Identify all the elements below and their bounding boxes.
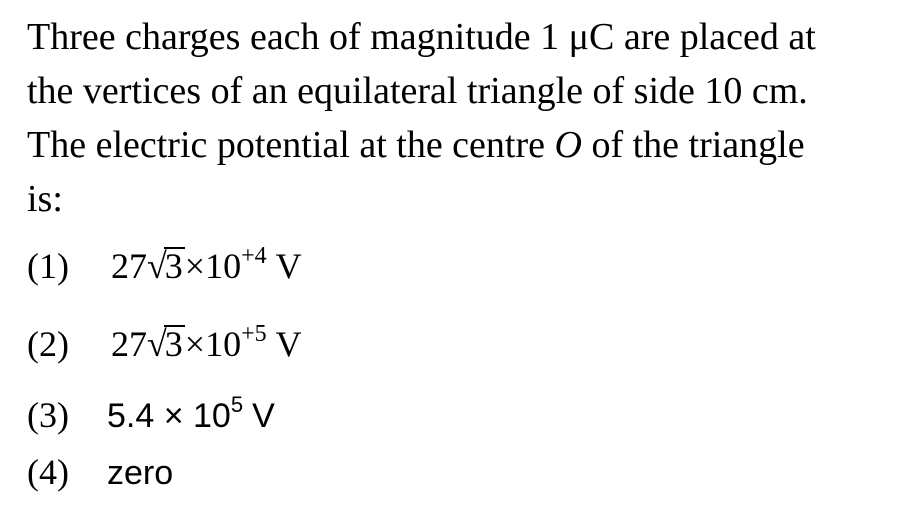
option-3[interactable] bbox=[27, 392, 275, 436]
option-1-unit: V bbox=[275, 246, 302, 286]
option-1-radicand: 3 bbox=[164, 246, 183, 286]
option-2-coefficient: 27 bbox=[111, 324, 147, 364]
option-3-unit: V bbox=[252, 397, 275, 435]
option-2-unit: V bbox=[275, 324, 302, 364]
option-1-times: ×10 bbox=[184, 246, 242, 286]
option-3-exponent: 5 bbox=[230, 392, 244, 417]
question-line-4: is: bbox=[27, 178, 63, 220]
option-1-exponent: +4 bbox=[241, 243, 267, 269]
option-2-radicand: 3 bbox=[164, 324, 183, 364]
option-4-number: (4) bbox=[27, 452, 69, 492]
question-line-2: the vertices of an equilateral triangle of side 10 cm. bbox=[27, 70, 808, 112]
option-2-sqrt bbox=[147, 324, 185, 364]
question-line-1: Three charges each of magnitude 1 μC are placed at bbox=[27, 16, 816, 58]
option-1-coefficient: 27 bbox=[111, 246, 147, 286]
option-1[interactable] bbox=[27, 243, 302, 286]
option-1-sqrt bbox=[147, 246, 185, 286]
question-text bbox=[27, 10, 907, 226]
option-3-number: (3) bbox=[27, 395, 69, 435]
option-2-times: ×10 bbox=[184, 324, 242, 364]
option-2[interactable] bbox=[27, 321, 302, 364]
radical-icon: √ bbox=[147, 246, 167, 286]
question-line-3-end: of the triangle bbox=[581, 124, 805, 166]
centre-variable: O bbox=[554, 124, 582, 166]
option-2-exponent: +5 bbox=[241, 321, 267, 347]
question-line-3 bbox=[27, 118, 907, 172]
option-3-value: 5.4 × 10 bbox=[107, 397, 231, 435]
option-1-number: (1) bbox=[27, 246, 69, 286]
radical-icon: √ bbox=[147, 324, 167, 364]
option-4-value: zero bbox=[107, 454, 174, 492]
option-4[interactable] bbox=[27, 452, 173, 493]
option-2-number: (2) bbox=[27, 324, 69, 364]
question-line-3-start: The electric potential at the centre bbox=[27, 124, 555, 166]
